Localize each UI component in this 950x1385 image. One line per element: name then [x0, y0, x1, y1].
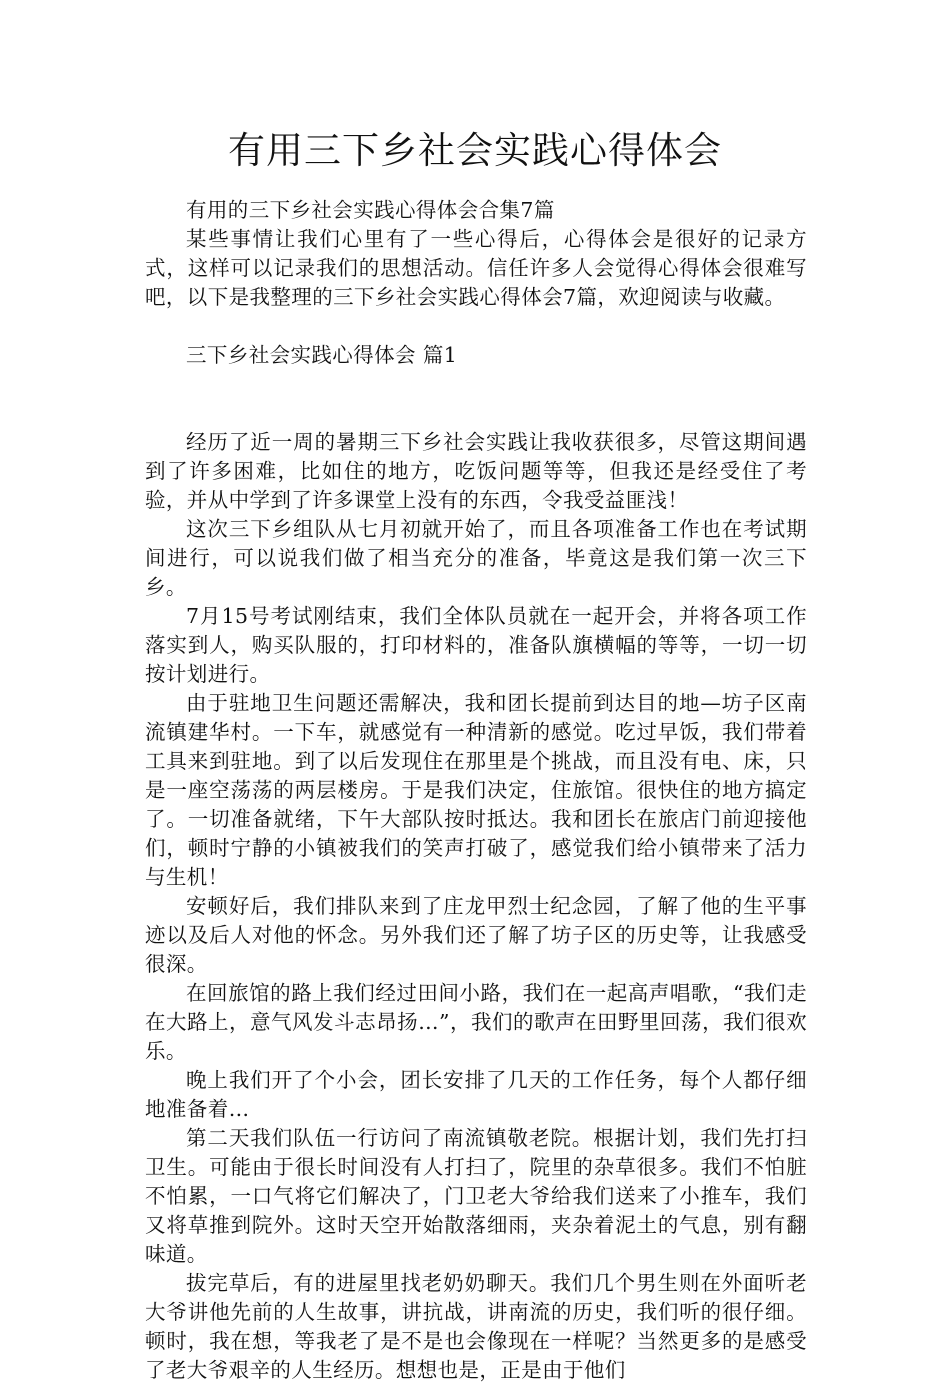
spacer	[145, 312, 807, 341]
spacer	[145, 370, 807, 399]
body-paragraph: 这次三下乡组队从七月初就开始了，而且各项准备工作也在考试期间进行，可以说我们做了相当充分的准备，毕竟这是我们第一次三下乡。	[145, 517, 807, 599]
spacer	[145, 399, 807, 428]
body-paragraph: 由于驻地卫生问题还需解决，我和团长提前到达目的地—坊子区南流镇建华村。一下车，就感觉有一种清新的感觉。吃过早饭，我们带着工具来到驻地。到了以后发现住在那里是个挑战，而且没有电、床，只是一座空荡荡的两层楼房。于是我们决定，住旅馆。很快住的地方搞定了。一切准备就绪，下午大部队按时抵达。我和团长在旅店门前迎接他们，顿时宁静的小镇被我们的笑声打破了，感觉我们给小镇带来了活力与生机！	[145, 691, 807, 889]
body-paragraph: 在回旅馆的路上我们经过田间小路，我们在一起高声唱歌，“我们走在大路上，意气风发斗志昂扬…”，我们的歌声在田野里回荡，我们很欢乐。	[145, 981, 807, 1063]
body-paragraph: 经历了近一周的暑期三下乡社会实践让我收获很多，尽管这期间遇到了许多困难，比如住的地方，吃饭问题等等，但我还是经受住了考验，并从中学到了许多课堂上没有的东西，令我受益匪浅！	[145, 430, 807, 512]
intro-paragraph: 某些事情让我们心里有了一些心得后，心得体会是很好的记录方式，这样可以记录我们的思想活动。信任许多人会觉得心得体会很难写吧，以下是我整理的三下乡社会实践心得体会7篇，欢迎阅读与收藏。	[145, 227, 807, 309]
document-body	[145, 196, 807, 1385]
body-paragraph: 晚上我们开了个小会，团长安排了几天的工作任务，每个人都仔细地准备着…	[145, 1068, 807, 1121]
body-paragraph: 7月15号考试刚结束，我们全体队员就在一起开会，并将各项工作落实到人，购买队服的，打印材料的，准备队旗横幅的等等，一切一切按计划进行。	[145, 604, 807, 686]
body-paragraph: 安顿好后，我们排队来到了庄龙甲烈士纪念园，了解了他的生平事迹以及后人对他的怀念。另外我们还了解了坊子区的历史等，让我感受很深。	[145, 894, 807, 976]
body-paragraph: 拔完草后，有的进屋里找老奶奶聊天。我们几个男生则在外面听老大爷讲他先前的人生故事，讲抗战，讲南流的历史，我们听的很仔细。顿时，我在想，等我老了是不是也会像现在一样呢？当然更多的是感受了老大爷艰辛的人生经历。想想也是，正是由于他们	[145, 1271, 807, 1382]
document-subtitle: 有用的三下乡社会实践心得体会合集7篇	[186, 198, 555, 222]
document-title: 有用三下乡社会实践心得体会	[228, 129, 722, 172]
body-paragraph: 第二天我们队伍一行访问了南流镇敬老院。根据计划，我们先打扫卫生。可能由于很长时间没有人打扫了，院里的杂草很多。我们不怕脏不怕累，一口气将它们解决了，门卫老大爷给我们送来了小推车，我们又将草推到院外。这时天空开始散落细雨，夹杂着泥土的气息，别有翻味道。	[145, 1126, 807, 1266]
section-heading: 三下乡社会实践心得体会 篇1	[186, 343, 458, 367]
